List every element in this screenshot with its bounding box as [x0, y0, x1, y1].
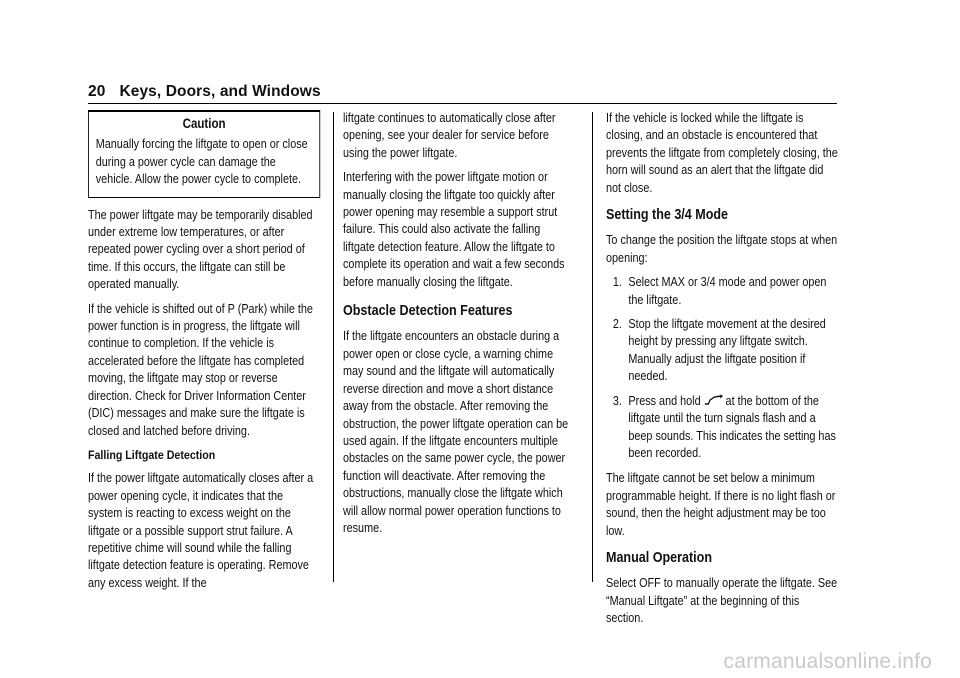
paragraph: Select OFF to manually operate the liftgate. See “Manual Liftgate” at the beginning of this section.	[606, 576, 838, 626]
page-header	[88, 83, 321, 101]
caution-text: Manually forcing the liftgate to open or close during a power cycle can damage the vehicle. Allow the power cycle to complete.	[95, 137, 308, 187]
step-number: 1.	[612, 275, 622, 290]
caution-title: Caution	[182, 116, 226, 131]
paragraph: To change the position the liftgate stops at when opening:	[606, 233, 838, 265]
paragraph: If the vehicle is locked while the liftgate is closing, and an obstacle is encountered that prevents the liftgate from completely closing, the horn will sound as an alert that the liftgate did not close.	[606, 111, 838, 195]
list-item	[606, 316, 838, 386]
paragraph: If the power liftgate automatically closes after a power opening cycle, it indicates that the system is reacting to excess weight on the liftgate or a possible support strut failure. A repetitive chime will sound while the falling liftgate detection feature is operating. Remove any excess weight. If the	[88, 471, 314, 590]
step-number: 3.	[612, 393, 622, 408]
section-title: Keys, Doors, and Windows	[119, 83, 321, 100]
paragraph: If the liftgate encounters an obstacle during a power open or close cycle, a warning chime may sound and the liftgate will automatically reverse direction and move a short distance away from the obstacle. After removing the obstruction, the power liftgate operation can be used again. If the liftgate encounters multiple obstacles on the same power cycle, the power function will deactivate. After removing the obstructions, manually close the liftgate which will allow normal power operation functions to resume.	[343, 329, 569, 535]
paragraph: If the vehicle is shifted out of P (Park) while the power function is in progress, the liftgate will continue to completion. If the vehicle is accelerated before the liftgate has completed moving, the liftgate may stop or reverse direction. Check for Driver Information Center (DIC) messages and make sure the liftgate is closed and latched before driving.	[88, 301, 313, 438]
step-text: at the bottom of the liftgate until the turn signals flash and a beep sounds. This indicates the setting has been recorded.	[628, 393, 836, 460]
paragraph: Interfering with the power liftgate motion or manually closing the liftgate too quickly after power opening may resemble a support strut failure. This could also activate the falling liftgate detection feature. Allow the liftgate to complete its operation and wait a few seconds before manually closing the liftgate.	[343, 170, 565, 289]
list-item	[606, 274, 838, 309]
heading-obstacle-detection: Obstacle Detection Features	[343, 303, 513, 320]
step-text: Stop the liftgate movement at the desired height by pressing any liftgate switch. Manually adjust the liftgate position if needed.	[628, 317, 826, 384]
step-number: 2.	[612, 317, 622, 332]
column-divider	[333, 112, 334, 582]
caution-box	[88, 110, 320, 198]
header-rule	[88, 103, 837, 104]
watermark: carmanualsonline.info	[723, 650, 932, 673]
column-3	[606, 110, 838, 635]
step-text: Press and hold	[628, 393, 701, 408]
subheading-falling-liftgate: Falling Liftgate Detection	[88, 447, 216, 462]
liftgate-icon	[704, 394, 723, 406]
column-2	[343, 110, 574, 544]
column-divider	[592, 112, 593, 582]
paragraph: The power liftgate may be temporarily disabled under extreme low temperatures, or after repeated power cycling over a short period of time. If this occurs, the liftgate can still be operated manually.	[88, 207, 313, 292]
paragraph: liftgate continues to automatically close after opening, see your dealer for service before using the power liftgate.	[343, 111, 556, 160]
steps-list	[606, 274, 838, 462]
step-text: Select MAX or 3/4 mode and power open the liftgate.	[628, 275, 827, 307]
column-1	[88, 110, 320, 599]
heading-setting-mode: Setting the 3/4 Mode	[606, 207, 729, 224]
heading-manual-operation: Manual Operation	[606, 549, 712, 566]
paragraph: The liftgate cannot be set below a minimum programmable height. If there is no light flash or sound, then the height adjustment may be too low.	[606, 471, 836, 538]
list-item	[606, 393, 838, 463]
page-number: 20	[88, 83, 106, 100]
